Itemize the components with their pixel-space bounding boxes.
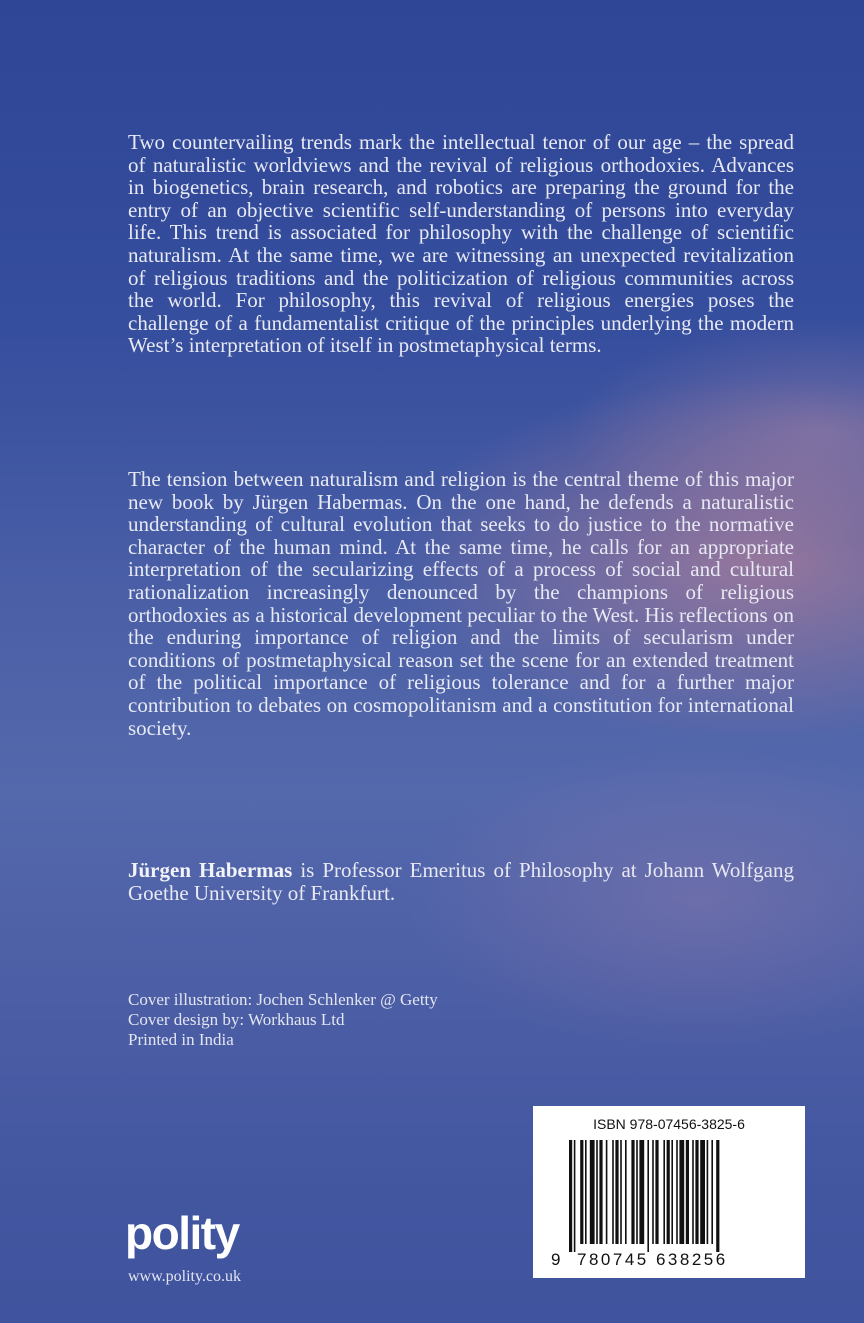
blurb-paragraph-1: Two countervailing trends mark the intellectual tenor of our age – the spread of naturalistic worldviews and the revival of religious orthodoxies. Advances in biogenetics, brain research, and robotics are preparing the ground for the entry of an objective scientific self-understanding of persons into everyday life. This trend is associated for philosophy with the challenge of scientific naturalism. At the same time, we are witnessing an unexpected revitalization of religious traditions and the politicization of religious communities across the world. For philosophy, this revival of religious energies poses the challenge of a fundamentalist critique of the principles underlying the modern West’s interpretation of itself in postmetaphysical terms. bbox=[128, 130, 794, 358]
polity-logo: polity bbox=[125, 1207, 239, 1259]
printed-in: Printed in India bbox=[128, 1030, 234, 1049]
cover-credits bbox=[128, 990, 438, 1050]
author-bio bbox=[128, 859, 794, 904]
publisher-website: www.polity.co.uk bbox=[128, 1268, 242, 1285]
barcode-digits: 780745 638256 bbox=[577, 1250, 728, 1269]
isbn-label: ISBN 978-07456-3825-6 bbox=[593, 1116, 745, 1132]
author-bio-text: is Professor Emeritus of Philosophy at Johann Wolfgang Goethe University of Frankfurt. bbox=[128, 858, 795, 905]
author-name: Jürgen Habermas bbox=[128, 858, 293, 882]
barcode-box bbox=[533, 1106, 805, 1278]
design-credit: Cover design by: Workhaus Ltd bbox=[128, 1010, 345, 1029]
barcode-first-digit: 9 bbox=[551, 1250, 561, 1269]
illustration-credit: Cover illustration: Jochen Schlenker @ Getty bbox=[128, 990, 438, 1009]
blurb-paragraph-2: The tension between naturalism and religion is the central theme of this major new book by Jürgen Habermas. On the one hand, he defends a naturalistic understanding of cultural evolution that seeks to do justice to the normative character of the human mind. At the same time, he calls for an appropriate interpretation of the secularizing effects of a process of social and cultural rationalization increasingly denounced by the champions of religious orthodoxies as a historical development peculiar to the West. His reflections on the enduring importance of religion and the limits of secularism under conditions of postmetaphysical reason set the scene for an extended treatment of the political importance of religious tolerance and for a further major contribution to debates on cosmopolitanism and a constitution for international society. bbox=[128, 467, 794, 740]
barcode-icon bbox=[533, 1138, 805, 1256]
